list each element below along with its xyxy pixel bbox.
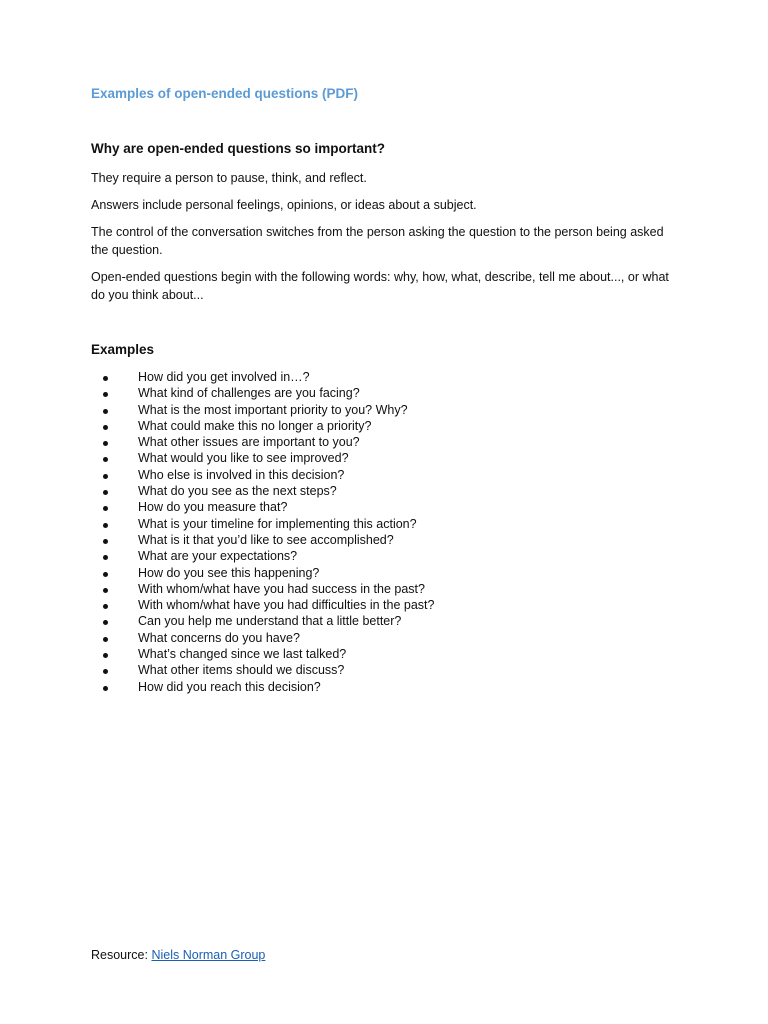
bullet-icon (103, 441, 108, 446)
list-item (91, 418, 691, 434)
bullet-icon (103, 457, 108, 462)
bullet-icon (103, 376, 108, 381)
list-item (91, 467, 691, 483)
list-item-text: How did you reach this decision? (138, 679, 321, 694)
list-item-text: Can you help me understand that a little better? (138, 614, 402, 629)
list-item (91, 662, 691, 678)
importance-heading: Why are open-ended questions so important? (91, 141, 386, 156)
list-item-text: What other issues are important to you? (138, 435, 360, 450)
list-item-text: What is it that you’d like to see accomplished? (138, 532, 394, 547)
list-item-text: How did you get involved in…? (138, 370, 310, 384)
list-item-text: With whom/what have you had difficulties in the past? (138, 598, 435, 613)
list-item-text: What kind of challenges are you facing? (138, 386, 360, 401)
list-item (91, 402, 691, 418)
bullet-icon (103, 669, 108, 674)
list-item (91, 385, 691, 401)
list-item-text: How do you measure that? (138, 500, 288, 515)
bullet-icon (103, 588, 108, 593)
list-item (91, 646, 691, 662)
bullet-icon (103, 637, 108, 642)
importance-paragraph-4: Open-ended questions begin with the following words: why, how, what, describe, tell me about..., or what do you think about... (91, 270, 669, 302)
list-item (91, 630, 691, 646)
resource-line (91, 946, 265, 964)
list-item-text: How do you see this happening? (138, 565, 320, 580)
importance-paragraph-3: The control of the conversation switches from the person asking the question to the person being asked the question. (91, 225, 664, 257)
bullet-icon (103, 572, 108, 577)
examples-list (91, 369, 691, 695)
list-item (91, 532, 691, 548)
list-item (91, 434, 691, 450)
list-item (91, 597, 691, 613)
list-item (91, 369, 691, 385)
list-item-text: What would you like to see improved? (138, 451, 349, 466)
bullet-icon (103, 620, 108, 625)
list-item (91, 548, 691, 564)
bullet-icon (103, 686, 108, 691)
list-item (91, 581, 691, 597)
resource-label: Resource: (91, 948, 152, 962)
list-item (91, 499, 691, 515)
bullet-icon (103, 490, 108, 495)
list-item-text: With whom/what have you had success in the past? (138, 581, 425, 596)
document-title: Examples of open-ended questions (PDF) (91, 86, 359, 101)
bullet-icon (103, 392, 108, 397)
list-item (91, 516, 691, 532)
importance-paragraph-1: They require a person to pause, think, and reflect. (91, 171, 367, 185)
bullet-icon (103, 604, 108, 609)
list-item-text: What concerns do you have? (138, 630, 300, 645)
list-item (91, 613, 691, 629)
bullet-icon (103, 555, 108, 560)
bullet-icon (103, 506, 108, 511)
importance-paragraph-2: Answers include personal feelings, opinions, or ideas about a subject. (91, 198, 477, 212)
list-item (91, 565, 691, 581)
examples-heading: Examples (91, 342, 155, 357)
list-item-text: Who else is involved in this decision? (138, 467, 345, 482)
bullet-icon (103, 539, 108, 544)
list-item-text: What are your expectations? (138, 549, 298, 564)
list-item-text: What could make this no longer a priority? (138, 418, 372, 433)
list-item-text: What is your timeline for implementing this action? (138, 516, 417, 531)
bullet-icon (103, 653, 108, 658)
list-item-text: What do you see as the next steps? (138, 484, 337, 499)
bullet-icon (103, 474, 108, 479)
bullet-icon (103, 425, 108, 430)
bullet-icon (103, 409, 108, 414)
list-item (91, 679, 691, 695)
list-item-text: What is the most important priority to you? Why? (138, 402, 408, 417)
bullet-icon (103, 523, 108, 528)
list-item-text: What other items should we discuss? (138, 663, 345, 678)
list-item (91, 483, 691, 499)
resource-link[interactable]: Niels Norman Group (151, 948, 266, 962)
list-item (91, 450, 691, 466)
list-item-text: What’s changed since we last talked? (138, 647, 347, 662)
